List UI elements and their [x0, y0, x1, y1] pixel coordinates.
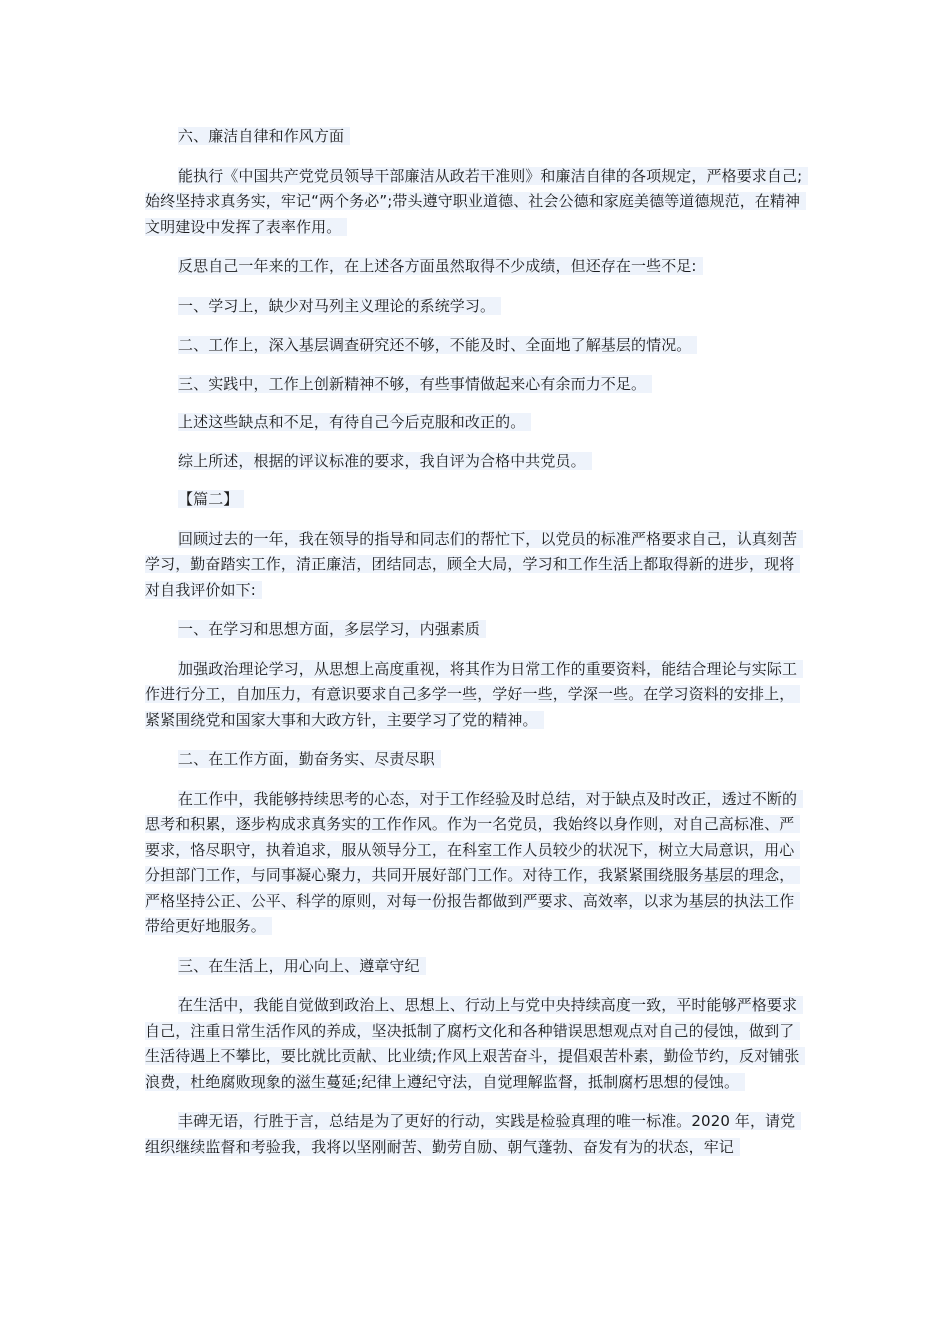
shortcoming-item-2 — [145, 333, 807, 359]
paragraph-text: 上述这些缺点和不足，有待自己今后克服和改正的。 — [178, 413, 531, 431]
paragraph-conclusion — [145, 449, 807, 475]
paragraph-work-body — [145, 787, 807, 940]
shortcoming-item-1 — [145, 294, 807, 320]
paragraph-text: 二、工作上，深入基层调查研究还不够，不能及时、全面地了解基层的情况。 — [178, 336, 697, 354]
paragraph-text: 反思自己一年来的工作，在上述各方面虽然取得不少成绩，但还存在一些不足: — [178, 257, 703, 275]
paragraph-text: 能执行《中国共产党党员领导干部廉洁从政若干准则》和廉洁自律的各项规定，严格要求自己;始终坚持求真务实，牢记“两个务必”;带头遵守职业道德、社会公德和家庭美德等道德规范，在精神文明建设中发挥了表率作用。 — [145, 167, 808, 236]
paragraph-text: 加强政治理论学习，从思想上高度重视，将其作为日常工作的重要资料，能结合理论与实际工作进行分工，自加压力，有意识要求自己多学一些，学好一些，学深一些。在学习资料的安排上，紧紧围绕党和国家大事和大政方针，主要学习了党的精神。 — [145, 660, 803, 729]
paragraph-text: 丰碑无语，行胜于言，总结是为了更好的行动，实践是检验真理的唯一标准。2020 年，请党组织继续监督和考验我，我将以坚刚耐苦、勤劳自励、朝气蓬勃、奋发有为的状态，牢记 — [145, 1112, 801, 1156]
paragraph-text: 六、廉洁自律和作风方面 — [178, 127, 350, 145]
paragraph-text: 【篇二】 — [178, 490, 244, 508]
shortcoming-item-3 — [145, 372, 807, 398]
paragraph-life-body — [145, 993, 807, 1095]
paragraph-improvement — [145, 410, 807, 436]
section-heading-life — [145, 954, 807, 980]
paragraph-text: 回顾过去的一年，我在领导的指导和同志们的帮忙下，以党员的标准严格要求自己，认真刻苦学习，勤奋踏实工作，清正廉洁，团结同志，顾全大局，学习和工作生活上都取得新的进步，现将对自我评价如下: — [145, 530, 803, 599]
paragraph-reflection — [145, 254, 807, 280]
paragraph-integrity-body — [145, 164, 807, 241]
paragraph-text: 综上所述，根据的评议标准的要求，我自评为合格中共党员。 — [178, 452, 592, 470]
section-heading-study — [145, 617, 807, 643]
paragraph-text: 三、在生活上，用心向上、遵章守纪 — [178, 957, 426, 975]
document-page — [145, 124, 807, 1160]
paragraph-text: 在生活中，我能自觉做到政治上、思想上、行动上与党中央持续高度一致，平时能够严格要求自己，注重日常生活作风的养成，坚决抵制了腐朽文化和各种错误思想观点对自己的侵蚀，做到了生活待遇上不攀比，要比就比贡献、比业绩;作风上艰苦奋斗，提倡艰苦朴素，勤俭节约，反对铺张浪费，杜绝腐败现象的滋生蔓延;纪律上遵纪守法，自觉理解监督，抵制腐朽思想的侵蚀。 — [145, 996, 805, 1091]
paragraph-closing — [145, 1109, 807, 1160]
paragraph-review — [145, 527, 807, 604]
paragraph-text: 三、实践中，工作上创新精神不够，有些事情做起来心有余而力不足。 — [178, 375, 652, 393]
paragraph-text: 一、学习上，缺少对马列主义理论的系统学习。 — [178, 297, 501, 315]
paragraph-text: 二、在工作方面，勤奋务实、尽责尽职 — [178, 750, 441, 768]
paragraph-text: 一、在学习和思想方面，多层学习，内强素质 — [178, 620, 486, 638]
section-heading-work — [145, 747, 807, 773]
paragraph-study-body — [145, 657, 807, 734]
section-heading-part-two — [145, 487, 807, 513]
paragraph-text: 在工作中，我能够持续思考的心态，对于工作经验及时总结，对于缺点及时改正，透过不断的思考和积累，逐步构成求真务实的工作作风。作为一名党员，我始终以身作则，对自己高标准、严要求，恪尽职守，执着追求，服从领导分工，在科室工作人员较少的状况下，树立大局意识，用心分担部门工作，与同事凝心聚力，共同开展好部门工作。对待工作，我紧紧围绕服务基层的理念，严格坚持公正、公平、科学的原则，对每一份报告都做到严要求、高效率，以求为基层的执法工作带给更好地服务。 — [145, 790, 803, 936]
section-heading-integrity — [145, 124, 807, 150]
